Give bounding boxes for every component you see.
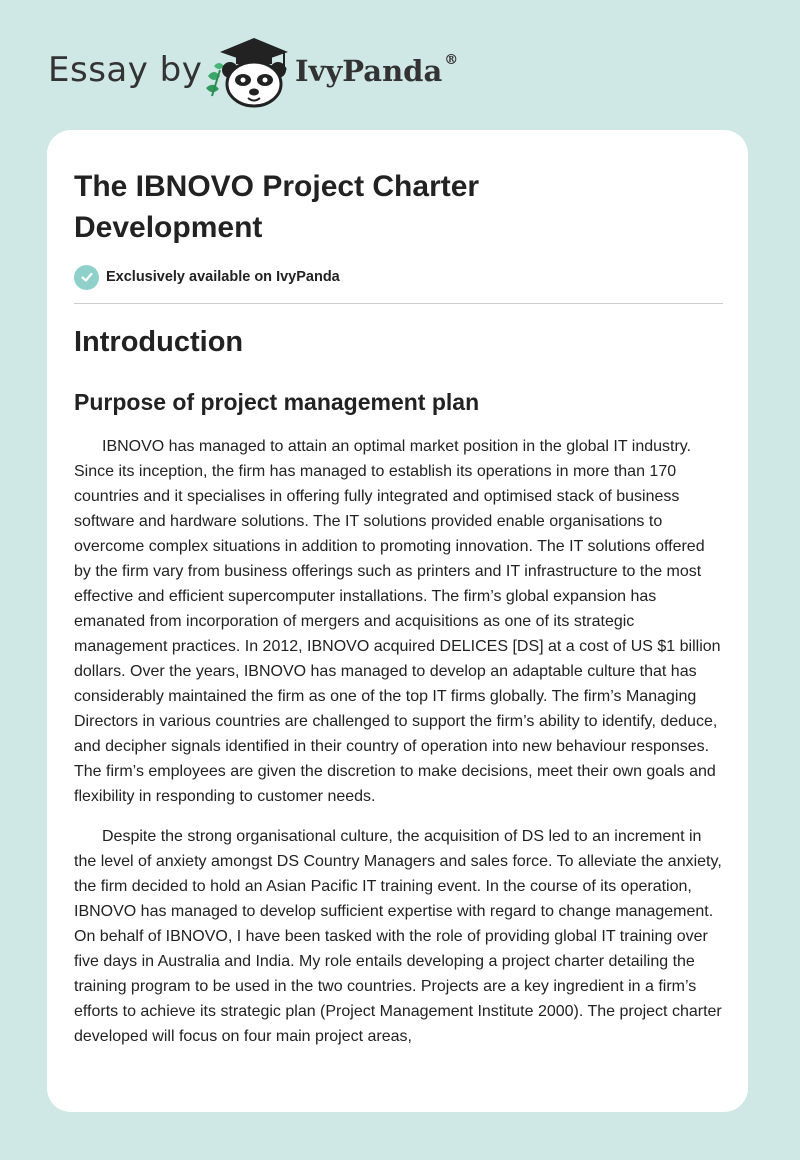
exclusive-badge <box>74 264 340 290</box>
exclusive-label: Exclusively available on IvyPanda <box>106 269 340 285</box>
registered-mark: ® <box>444 52 459 68</box>
article-card <box>47 130 748 1112</box>
article-title: The IBNOVO Project Charter Development <box>74 170 480 244</box>
article-body <box>74 434 723 1064</box>
check-icon <box>74 265 99 290</box>
paragraph: IBNOVO has managed to attain an optimal market position in the global IT industry. Since its inception, the firm has managed to establish its operations in more than 170 countries and it specialises in offering fully integrated and optimised stack of business software and hardware solutions. The IT solutions provided enable organisations to overcome complex situations in addition to promoting innovation. The IT solutions offered by the firm vary from business offerings such as printers and IT infrastructure to the most effective and efficient supercomputer installations. The firm’s global expansion has emanated from incorporation of mergers and acquisitions as one of its strategic management practices. In 2012, IBNOVO acquired DELICES [DS] at a cost of US $1 billion dollars. Over the years, IBNOVO has managed to develop an adaptable culture that has considerably maintained the firm as one of the top IT firms globally. The firm’s Managing Directors in various countries are challenged to support the firm’s ability to identify, deduce, and decipher signals identified in their country of operation into new behaviour responses. The firm’s employees are given the discretion to make decisions, meet their own goals and flexibility in responding to customer needs. <box>74 438 721 805</box>
site-header <box>0 0 800 130</box>
brand-text: IvyPanda <box>295 54 443 88</box>
essay-by-label: Essay by <box>48 50 203 90</box>
paragraph: Despite the strong organisational culture, the acquisition of DS led to an increment in the level of anxiety amongst DS Country Managers and sales force. To alleviate the anxiety, the firm decided to hold an Asian Pacific IT training event. In the course of its operation, IBNOVO has managed to develop sufficient expertise with regard to change management. On behalf of IBNOVO, I have been tasked with the role of providing global IT training over five days in Australia and India. My role entails developing a project charter detailing the training program to be used in the two countries. Projects are a key ingredient in a firm’s efforts to achieve its strategic plan (Project Management Institute 2000). The project charter developed will focus on four main project areas, <box>74 828 722 1045</box>
brand-name[interactable] <box>295 54 458 88</box>
ivypanda-logo-icon[interactable] <box>200 36 292 108</box>
subsection-heading: Purpose of project management plan <box>74 389 480 415</box>
divider <box>74 303 723 304</box>
section-heading: Introduction <box>74 326 244 358</box>
